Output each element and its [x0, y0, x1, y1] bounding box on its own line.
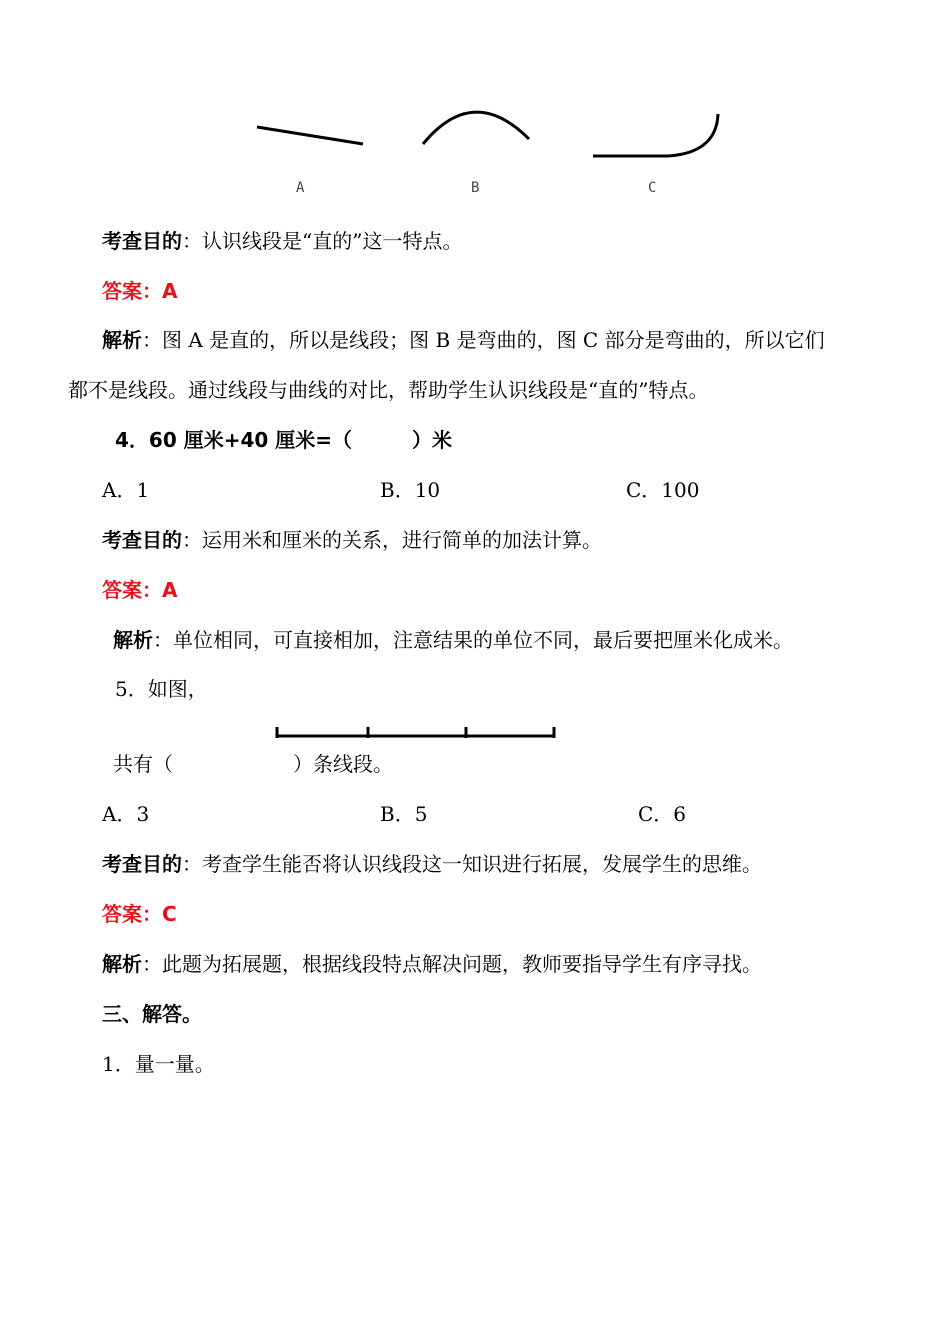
q5-intro: 5．如图， — [115, 677, 208, 701]
section3-item1: 1．量一量。 — [102, 1052, 215, 1076]
figure-a-straight-line — [257, 127, 363, 144]
q4-option-b: B．10 — [380, 478, 441, 502]
q5-option-c: C．6 — [638, 802, 687, 826]
analysis-text: ：此题为拓展题，根据线段特点解决问题，教师要指导学生有序寻找。 — [142, 952, 762, 976]
figure-label-b: B — [471, 180, 480, 196]
purpose-text: ：运用米和厘米的关系，进行简单的加法计算。 — [182, 528, 602, 552]
answer-value: A — [162, 279, 178, 303]
purpose-label: 考查目的 — [102, 852, 182, 876]
section3-heading: 三、解答。 — [102, 1002, 202, 1026]
answer-value: C — [162, 902, 177, 926]
analysis-label: 解析 — [102, 328, 142, 352]
analysis-label: 解析 — [113, 628, 153, 652]
q5-blank-prefix: 共有（ — [113, 752, 173, 776]
figure-c-partial-curve — [593, 114, 718, 156]
q5-answer — [102, 902, 177, 926]
q4-purpose — [102, 528, 602, 552]
q5-option-a: A．3 — [102, 802, 150, 826]
q3-analysis-line1 — [102, 328, 825, 352]
purpose-text: ：考查学生能否将认识线段这一知识进行拓展，发展学生的思维。 — [182, 852, 762, 876]
q4-question: 4．60 厘米+40 厘米=（ ）米 — [115, 428, 453, 452]
q3-analysis-line2: 都不是线段。通过线段与曲线的对比，帮助学生认识线段是“直的”特点。 — [68, 378, 709, 402]
figure-label-a: A — [296, 180, 305, 196]
purpose-label: 考查目的 — [102, 229, 182, 253]
purpose-text: ：认识线段是“直的”这一特点。 — [182, 229, 463, 253]
q3-answer — [102, 279, 177, 303]
analysis-text: ：单位相同，可直接相加，注意结果的单位不同，最后要把厘米化成米。 — [153, 628, 793, 652]
segment-figure — [277, 727, 554, 738]
q5-analysis — [102, 952, 762, 976]
q4-option-c: C．100 — [626, 478, 700, 502]
answer-label: 答案： — [102, 578, 162, 602]
answer-value: A — [162, 578, 178, 602]
answer-label: 答案： — [102, 902, 162, 926]
purpose-label: 考查目的 — [102, 528, 182, 552]
q4-analysis — [113, 628, 793, 652]
figure-b-curve — [423, 112, 529, 144]
q4-option-a: A．1 — [102, 478, 150, 502]
q5-blank-suffix: ）条线段。 — [293, 752, 393, 776]
answer-label: 答案： — [102, 279, 162, 303]
q3-purpose — [102, 229, 462, 253]
q5-option-b: B．5 — [380, 802, 428, 826]
q5-purpose — [102, 852, 762, 876]
q4-answer — [102, 578, 177, 602]
figure-label-c: C — [648, 180, 657, 196]
analysis-text: ：图 A 是直的，所以是线段；图 B 是弯曲的，图 C 部分是弯曲的，所以它们 — [142, 328, 825, 352]
analysis-label: 解析 — [102, 952, 142, 976]
